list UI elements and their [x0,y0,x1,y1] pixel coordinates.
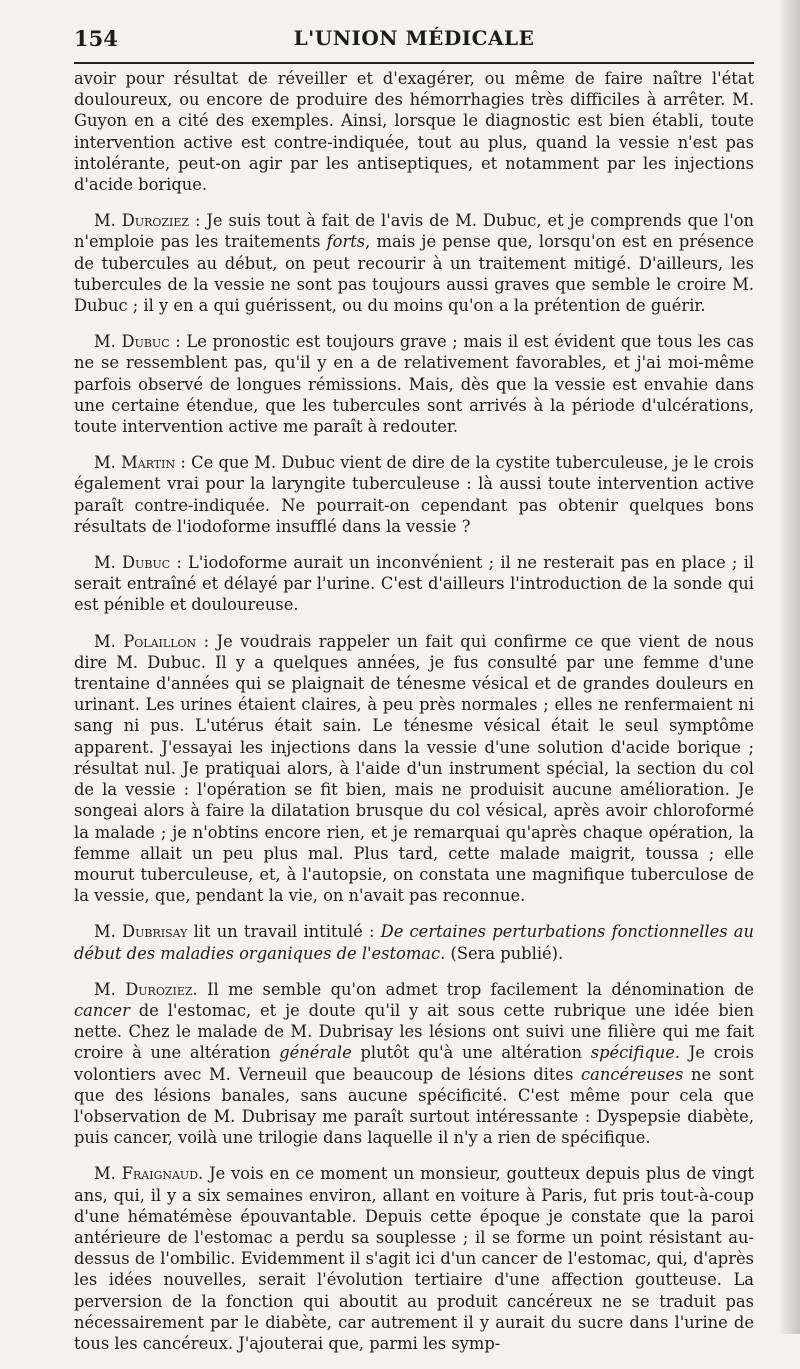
speaker-name: M. Martin [94,453,176,473]
speaker-name: M. Fraignaud [94,1164,199,1184]
paragraph [74,331,754,437]
speaker-name: M. Duroziez [94,979,193,999]
paragraph [74,68,754,195]
text-run: : Le pronostic est toujours grave ; mais il est évident que tous les cas ne se ressemblent pas, qu'il y en a de relativement favorables, et j'ai moi-même parfois observé de longues rémissions. Mais, dès que la vessie est envahie dans une certaine étendue, que les tubercules sont arrivés à la période d'ulcérations, toute intervention active me paraît à redouter. [74,332,754,437]
paragraph [74,452,754,537]
header-rule [74,62,754,64]
paragraph [74,631,754,907]
speaker-name: M. Dubuc [94,553,171,573]
paragraph [74,921,754,963]
text-run: , mais je pense que, lorsqu'on est en présence de tubercules au début, on peut recourir à un traitement mitigé. D'ailleurs, les tubercules de la vessie ne sont pas toujours aussi graves que semble le croire M. Dubuc ; il y en a qui guérissent, ou du moins qu'on a la prétention de guérir. [74,232,754,316]
page-edge-shadow [778,0,800,1334]
speaker-name: M. Dubuc [94,332,170,352]
text-run: avoir pour résultat de réveiller et d'exagérer, ou même de faire naître l'état douloureux, ou encore de produire des hémorrhagies très difficiles à arrêter. M. Guyon en a cité des exemples. Ainsi, lorsque le diagnostic est bien établi, toute intervention active est contre-indiquée, tout au plus, quand la vessie n'est pas intolérante, peut-on agir par les antiseptiques, et notamment par les injections d'acide borique. [74,69,754,195]
italic-run: forts [326,232,366,252]
speaker-name: M. Polaillon [94,631,197,651]
paragraph [74,1163,754,1354]
speaker-name: M. Dubrisay [94,922,188,942]
text-run: . Il me semble qu'on admet trop facilement la dénomination de [192,979,755,999]
italic-run: De certaines perturbations fonctionnelles au début des maladies organiques de l'estomac. [74,922,754,963]
text-run: lit un travail intitulé : [187,922,381,942]
text-run: : Je voudrais rappeler un fait qui confirme ce que vient de nous dire M. Dubuc. Il y a quelques années, je fus consulté par une femme d'une trentaine d'années qui se plaignait de ténesme vésical et de grandes douleurs en urinant. Les urines étaient claires, à peu près normales ; elles ne renfermaient ni sang ni pus. L'utérus était sain. Le ténesme vésical était le seul symptôme apparent. J'essayai les injections dans la vessie d'une solution d'acide borique ; résultat nul. Je pratiquai alors, à l'aide d'un instrument spécial, la section du col de la vessie : l'opération se fit bien, mais ne produisit aucune amélioration. Je songeai alors à faire la dilatation brusque du col vésical, après avoir chloroformé la malade ; je n'obtins encore rien, et je remarquai qu'après chaque opération, la femme allait un peu plus mal. Plus tard, cette malade maigrit, toussa ; elle mourut tuberculeuse, et, à l'autopsie, on constata une magnifique tuberculose de la vessie, que, pendant la vie, on n'avait pas reconnue. [74,631,755,906]
text-run: plutôt qu'à une altération [351,1043,591,1063]
body-text [74,68,754,1369]
text-run: . Je vois en ce moment un monsieur, goutteux depuis plus de vingt ans, qui, il y a six semaines environ, allant en voiture à Paris, fut pris tout-à-coup d'une hématémèse épouvantable. Depuis cette époque je constate que la paroi antérieure de l'estomac a perdu sa souplesse ; il se forme un point résistant au-dessus de l'ombilic. Evidemment il s'agit ici d'un cancer de l'estomac, qui, d'après les idées nouvelles, serait l'évolution tertiaire d'une affection goutteuse. La perversion de la fonction qui aboutit au produit cancéreux ne se traduit pas nécessairement par le diabète, car autrement il y aurait du sucre dans l'urine de tous les cancéreux. J'ajouterai que, parmi les symp- [74,1164,754,1353]
paragraph [74,552,754,616]
text-run: : Ce que M. Dubuc vient de dire de la cystite tuberculeuse, je le crois également vrai pour la laryngite tuberculeuse : là aussi toute intervention active paraît contre-indiquée. Ne pourrait-on cependant pas obtenir quelques bons résultats de l'iodoforme insufflé dans la vessie ? [74,453,754,536]
page-header [74,26,754,56]
italic-run: cancer [74,1000,130,1020]
text-run: ne sont que des lésions banales, sans aucune spécificité. C'est même pour cela que l'observation de M. Dubrisay me paraît surtout intéressante : Dyspepsie diabète, puis cancer, voilà une trilogie dans laquelle il n'y a rien de spécifique. [74,1064,754,1148]
text-run: de l'estomac, et je doute qu'il y ait sous cette rubrique une idée bien nette. Chez le malade de M. Dubrisay les lésions ont suivi une filière qui me fait croire à une altération [74,1000,754,1063]
text-run: . Je crois volontiers avec M. Verneuil que beaucoup de lésions dites [74,1043,754,1084]
italic-run: cancéreuses [581,1064,684,1084]
page-number: 154 [74,26,118,51]
italic-run: générale [279,1043,352,1063]
text-run: : Je suis tout à fait de l'avis de M. Dubuc, et je comprends que l'on n'emploie pas les traitements [74,211,755,252]
italic-run: spécifique [590,1043,675,1063]
running-head: L'UNION MÉDICALE [293,26,535,50]
paragraph [74,210,754,316]
paragraph [74,979,754,1149]
text-run: : L'iodoforme aurait un inconvénient ; il ne resterait pas en place ; il serait entraîné et délayé par l'urine. C'est d'ailleurs l'introduction de la sonde qui est pénible et douloureuse. [74,553,754,615]
speaker-name: M. Duroziez [94,211,190,231]
text-run: (Sera publié). [445,943,564,963]
